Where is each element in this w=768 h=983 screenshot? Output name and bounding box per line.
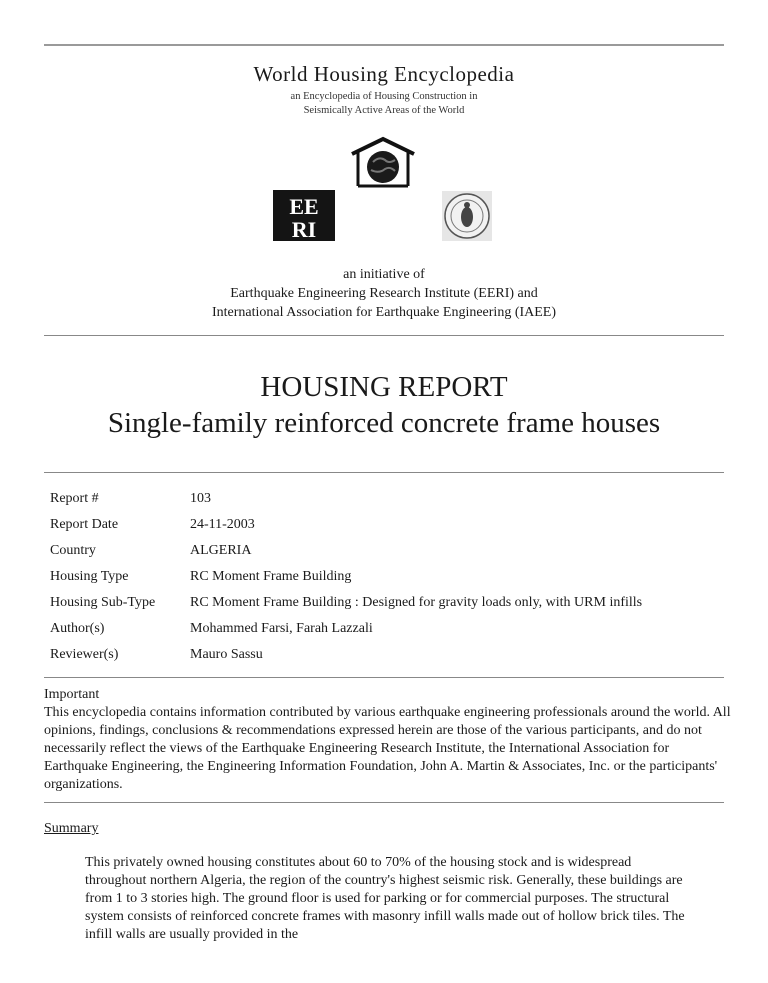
- important-notice: [44, 686, 734, 794]
- subtitle-line-1: an Encyclopedia of Housing Construction in: [290, 91, 478, 102]
- report-metadata: [50, 488, 642, 670]
- initiative-line-1: an initiative of: [343, 267, 425, 282]
- subtitle-line-2: Seismically Active Areas of the World: [303, 105, 465, 116]
- rule-after-title: [44, 472, 724, 473]
- eeri-logo: [273, 190, 335, 241]
- rule-after-important: [44, 802, 724, 803]
- summary-text: This privately owned housing constitutes about 60 to 70% of the housing stock and is widespread throughout northern Algeria, the region of the country's highest seismic risk. Generally, these buildings are from 1 to 3 stories high. The ground floor is used for parking or for commercial purposes. The structural system consists of reinforced concrete frames with masonry infill walls made out of hollow brick tiles. The infill walls are usually provided in the: [85, 855, 685, 942]
- meta-value: RC Moment Frame Building: [190, 569, 352, 584]
- top-rule: [44, 44, 724, 46]
- meta-value: RC Moment Frame Building : Designed for gravity loads only, with URM infills: [190, 595, 643, 610]
- meta-row-reviewers: [50, 644, 642, 670]
- meta-label: Country: [50, 543, 96, 558]
- report-subtitle: Single-family reinforced concrete frame houses: [107, 407, 661, 439]
- meta-row-country: [50, 540, 642, 566]
- meta-label: Author(s): [50, 621, 105, 636]
- meta-label: Report Date: [50, 517, 119, 532]
- meta-row-report-number: [50, 488, 642, 514]
- meta-value: 24-11-2003: [190, 517, 255, 532]
- meta-row-authors: [50, 618, 642, 644]
- summary-heading: Summary: [44, 821, 99, 836]
- meta-label: Reviewer(s): [50, 647, 119, 662]
- eeri-logo-bottom-text: RI: [291, 217, 317, 241]
- initiative-line-3: International Association for Earthquake Engineering (IAEE): [211, 305, 557, 320]
- encyclopedia-title: World Housing Encyclopedia: [253, 62, 515, 86]
- meta-row-housing-subtype: [50, 592, 642, 618]
- encyclopedia-subtitle: [0, 90, 768, 118]
- meta-label: Housing Type: [50, 569, 129, 584]
- iaee-seal-logo: [442, 191, 492, 241]
- meta-label: Housing Sub-Type: [50, 595, 156, 610]
- meta-value: Mauro Sassu: [190, 647, 263, 662]
- rule-after-initiative: [44, 335, 724, 336]
- meta-value: Mohammed Farsi, Farah Lazzali: [190, 621, 373, 636]
- rule-after-metadata: [44, 677, 724, 678]
- meta-value: 103: [190, 491, 211, 506]
- report-title: HOUSING REPORT: [260, 371, 508, 403]
- meta-row-report-date: [50, 514, 642, 540]
- initiative-line-2: Earthquake Engineering Research Institute (EERI) and: [230, 286, 538, 301]
- meta-row-housing-type: [50, 566, 642, 592]
- important-heading: Important: [44, 687, 100, 702]
- eeri-logo-top-text: EE: [289, 194, 319, 219]
- initiative-block: [0, 265, 768, 322]
- meta-value: ALGERIA: [190, 543, 252, 558]
- meta-label: Report #: [50, 491, 99, 506]
- important-text: This encyclopedia contains information contributed by various earthquake engineering professionals around the world. All opinions, findings, conclusions & recommendations expressed herein are those of the various participants, and do not necessarily reflect the views of the Earthquake Engineering Research Institute, the International Association for Earthquake Engineering, the Engineering Information Foundation, John A. Martin & Associates, Inc. or the participants' organizations.: [44, 705, 731, 792]
- whe-house-globe-logo: [349, 136, 417, 188]
